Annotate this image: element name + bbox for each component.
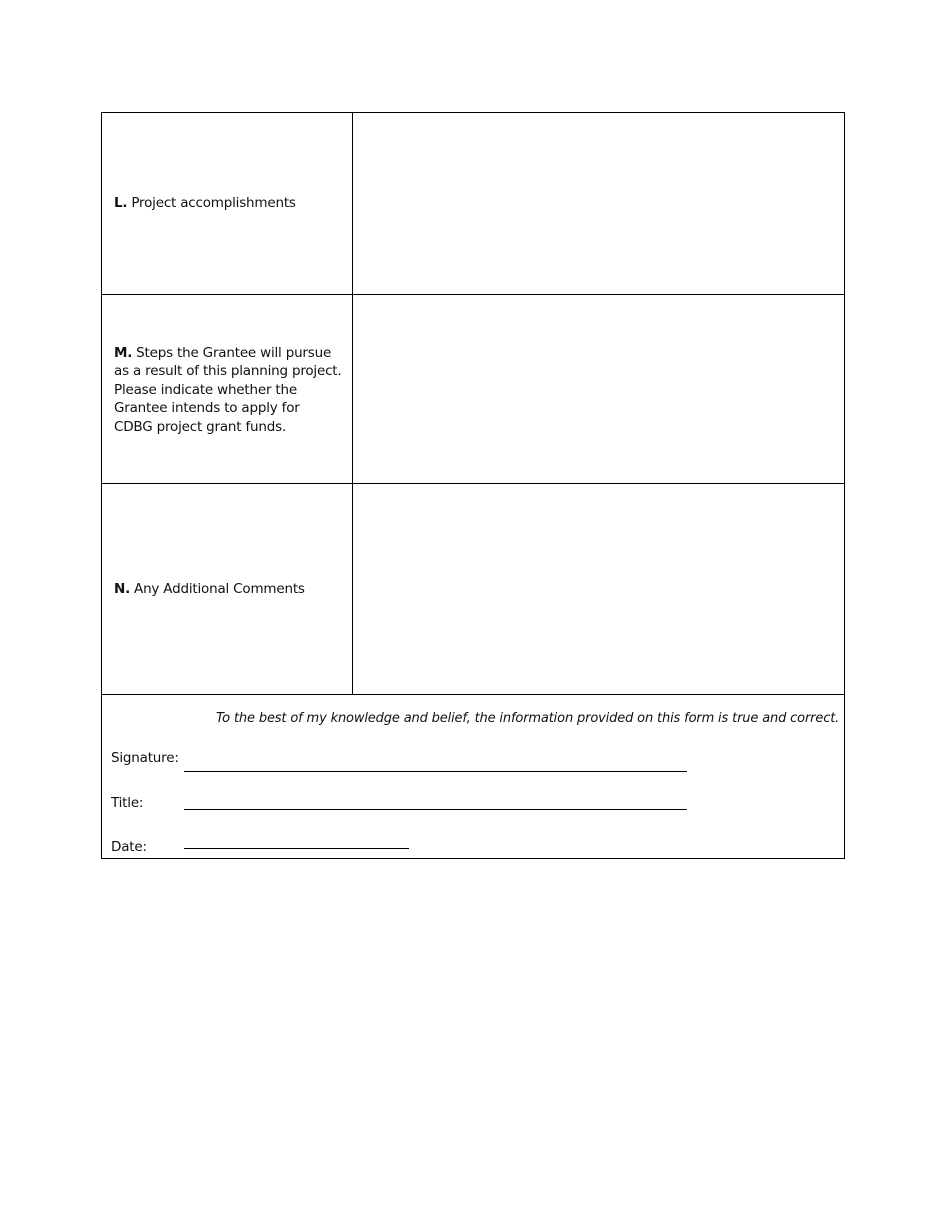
question-cell-m [102,295,353,483]
form-row-project-accomplishments [102,113,844,295]
question-text-n: Any Additional Comments [134,580,305,597]
answer-field-project-accomplishments[interactable] [353,113,844,294]
question-label-m [114,342,342,437]
title-label: Title: [111,795,144,811]
question-cell-n [102,484,353,694]
signature-label: Signature: [111,750,179,766]
form-row-additional-comments [102,484,844,695]
form-row-grantee-steps [102,295,844,484]
signature-line[interactable] [184,771,687,772]
date-line[interactable] [184,848,409,849]
question-cell-l [102,113,353,294]
completion-report-form [101,112,845,859]
question-label-n [114,580,305,599]
question-text-l: Project accomplishments [131,195,296,212]
answer-field-additional-comments[interactable] [353,484,844,694]
answer-field-grantee-steps[interactable] [353,295,844,483]
question-text-m: Steps the Grantee will pursue as a result of this planning project. Please indicate whether the Grantee intends to apply for CDBG project grant funds. [114,344,342,435]
title-line[interactable] [184,809,687,810]
question-letter-n: N. [114,580,131,597]
certification-statement: To the best of my knowledge and belief, the information provided on this form is true and correct. [216,711,840,726]
certification-section [102,695,844,858]
question-letter-l: L. [114,195,128,212]
date-label: Date: [111,839,147,855]
question-label-l [114,194,296,213]
question-letter-m: M. [114,344,133,361]
